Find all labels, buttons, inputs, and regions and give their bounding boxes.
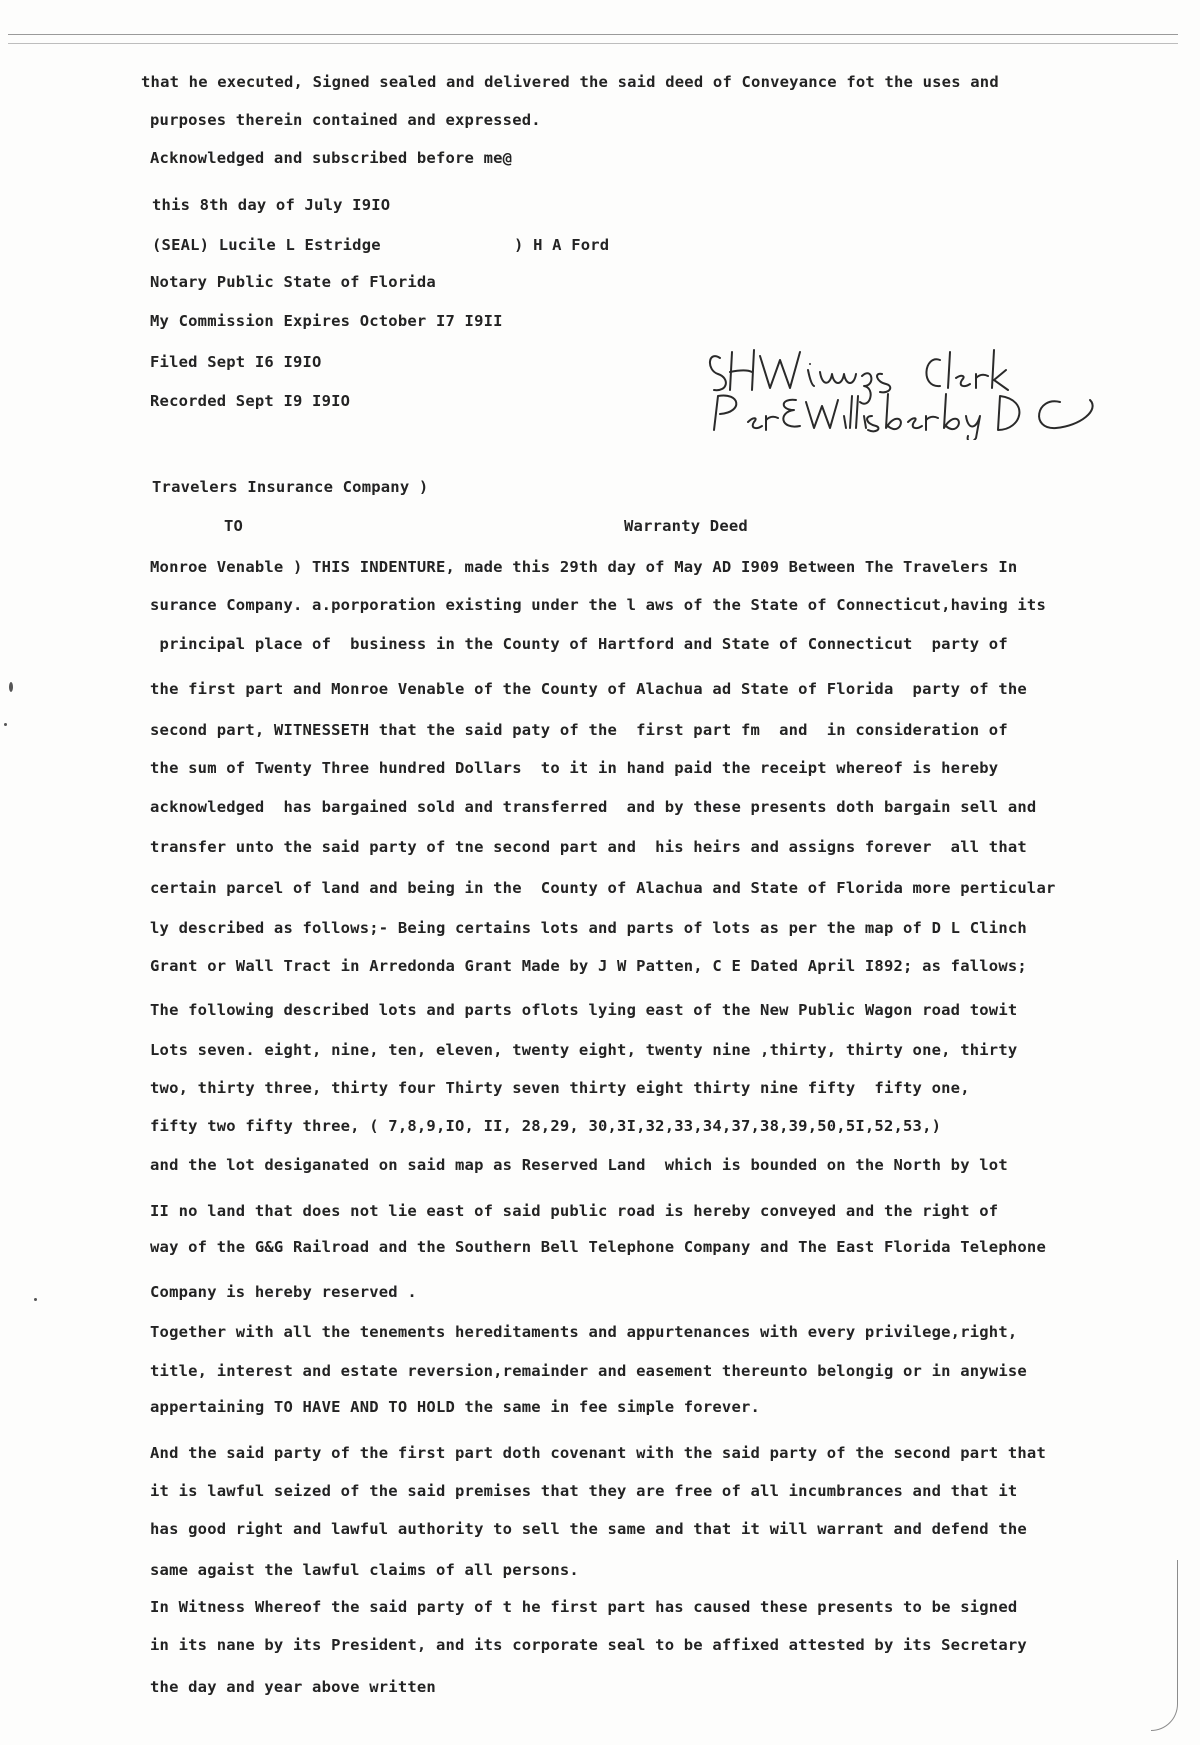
page-edge-curl: [1151, 1560, 1178, 1731]
deed-line: And the said party of the first part doth covenant with the said party of the second part that: [150, 1444, 1046, 1462]
deed-line: principal place of business in the County of Hartford and State of Connecticut party of: [150, 635, 1008, 653]
margin-mark: [34, 1298, 37, 1301]
margin-mark: [4, 723, 7, 726]
deed-line: two, thirty three, thirty four Thirty seven thirty eight thirty nine fifty fifty one,: [150, 1079, 970, 1097]
ack-line: purposes therein contained and expressed.: [150, 111, 541, 129]
deed-line: title, interest and estate reversion,remainder and easement thereunto belongig or in anywise: [150, 1362, 1027, 1380]
deed-line: ly described as follows;- Being certains lots and parts of lots as per the map of D L Clinch: [150, 919, 1027, 937]
clerk-signature: [700, 330, 1150, 440]
to-label: TO: [224, 517, 244, 535]
deed-line: Grant or Wall Tract in Arredonda Grant Made by J W Patten, C E Dated April I892; as fallows;: [150, 957, 1027, 975]
deed-line: transfer unto the said party of tne second part and his heirs and assigns forever all that: [150, 838, 1027, 856]
ack-line: this 8th day of July I9IO: [152, 196, 391, 214]
deed-line: it is lawful seized of the said premises that they are free of all incumbrances and that it: [150, 1482, 1018, 1500]
deed-line: has good right and lawful authority to sell the same and that it will warrant and defend the: [150, 1520, 1027, 1538]
deed-line: Together with all the tenements hereditaments and appurtenances with every privilege,right,: [150, 1323, 1018, 1341]
deed-line: In Witness Whereof the said party of t he first part has caused these presents to be signed: [150, 1598, 1018, 1616]
deed-line: Lots seven. eight, nine, ten, eleven, twenty eight, twenty nine ,thirty, thirty one, thirty: [150, 1041, 1018, 1059]
deed-line: the first part and Monroe Venable of the County of Alachua ad State of Florida party of the: [150, 680, 1027, 698]
deed-line: fifty two fifty three, ( 7,8,9,IO, II, 28,29, 30,3I,32,33,34,37,38,39,50,5I,52,53,): [150, 1117, 942, 1135]
deed-line: second part, WITNESSETH that the said paty of the first part fm and in consideration of: [150, 721, 1008, 739]
recorded-line: Recorded Sept I9 I9IO: [150, 392, 351, 410]
deed-line: the sum of Twenty Three hundred Dollars to it in hand paid the receipt whereof is hereby: [150, 759, 999, 777]
notary-line: Notary Public State of Florida: [150, 273, 436, 291]
deed-line: Company is hereby reserved .: [150, 1283, 417, 1301]
commission-line: My Commission Expires October I7 I9II: [150, 312, 503, 330]
deed-line: way of the G&G Railroad and the Southern Bell Telephone Company and The East Florida Telephone: [150, 1238, 1046, 1256]
ack-line: Acknowledged and subscribed before me@: [150, 149, 513, 167]
deed-line: same agaist the lawful claims of all persons.: [150, 1561, 579, 1579]
deed-line: and the lot desiganated on said map as Reserved Land which is bounded on the North by lot: [150, 1156, 1008, 1174]
filed-line: Filed Sept I6 I9IO: [150, 353, 322, 371]
grantor-line: Travelers Insurance Company ): [152, 478, 429, 496]
deed-line: in its nane by its President, and its corporate seal to be affixed attested by its Secretary: [150, 1636, 1027, 1654]
deed-line: acknowledged has bargained sold and transferred and by these presents doth bargain sell and: [150, 798, 1037, 816]
witness-name: ) H A Ford: [514, 236, 610, 254]
deed-line: Monroe Venable ) THIS INDENTURE, made this 29th day of May AD I909 Between The Travelers In: [150, 558, 1018, 576]
deed-line: the day and year above written: [150, 1678, 436, 1696]
margin-mark: [9, 682, 13, 692]
deed-line: II no land that does not lie east of said public road is hereby conveyed and the right of: [150, 1202, 999, 1220]
deed-line: surance Company. a.porporation existing under the l aws of the State of Connecticut,having its: [150, 596, 1046, 614]
deed-line: certain parcel of land and being in the County of Alachua and State of Florida more perticular: [150, 879, 1056, 897]
ack-line: that he executed, Signed sealed and delivered the said deed of Conveyance fot the uses and: [141, 73, 999, 91]
top-border-line: [8, 34, 1178, 35]
seal-label: (SEAL) Lucile L Estridge: [152, 236, 381, 254]
deed-title: Warranty Deed: [624, 517, 748, 535]
deed-line: appertaining TO HAVE AND TO HOLD the same in fee simple forever.: [150, 1398, 761, 1416]
top-border-line-secondary: [8, 43, 1178, 44]
deed-line: The following described lots and parts oflots lying east of the New Public Wagon road towit: [150, 1001, 1018, 1019]
